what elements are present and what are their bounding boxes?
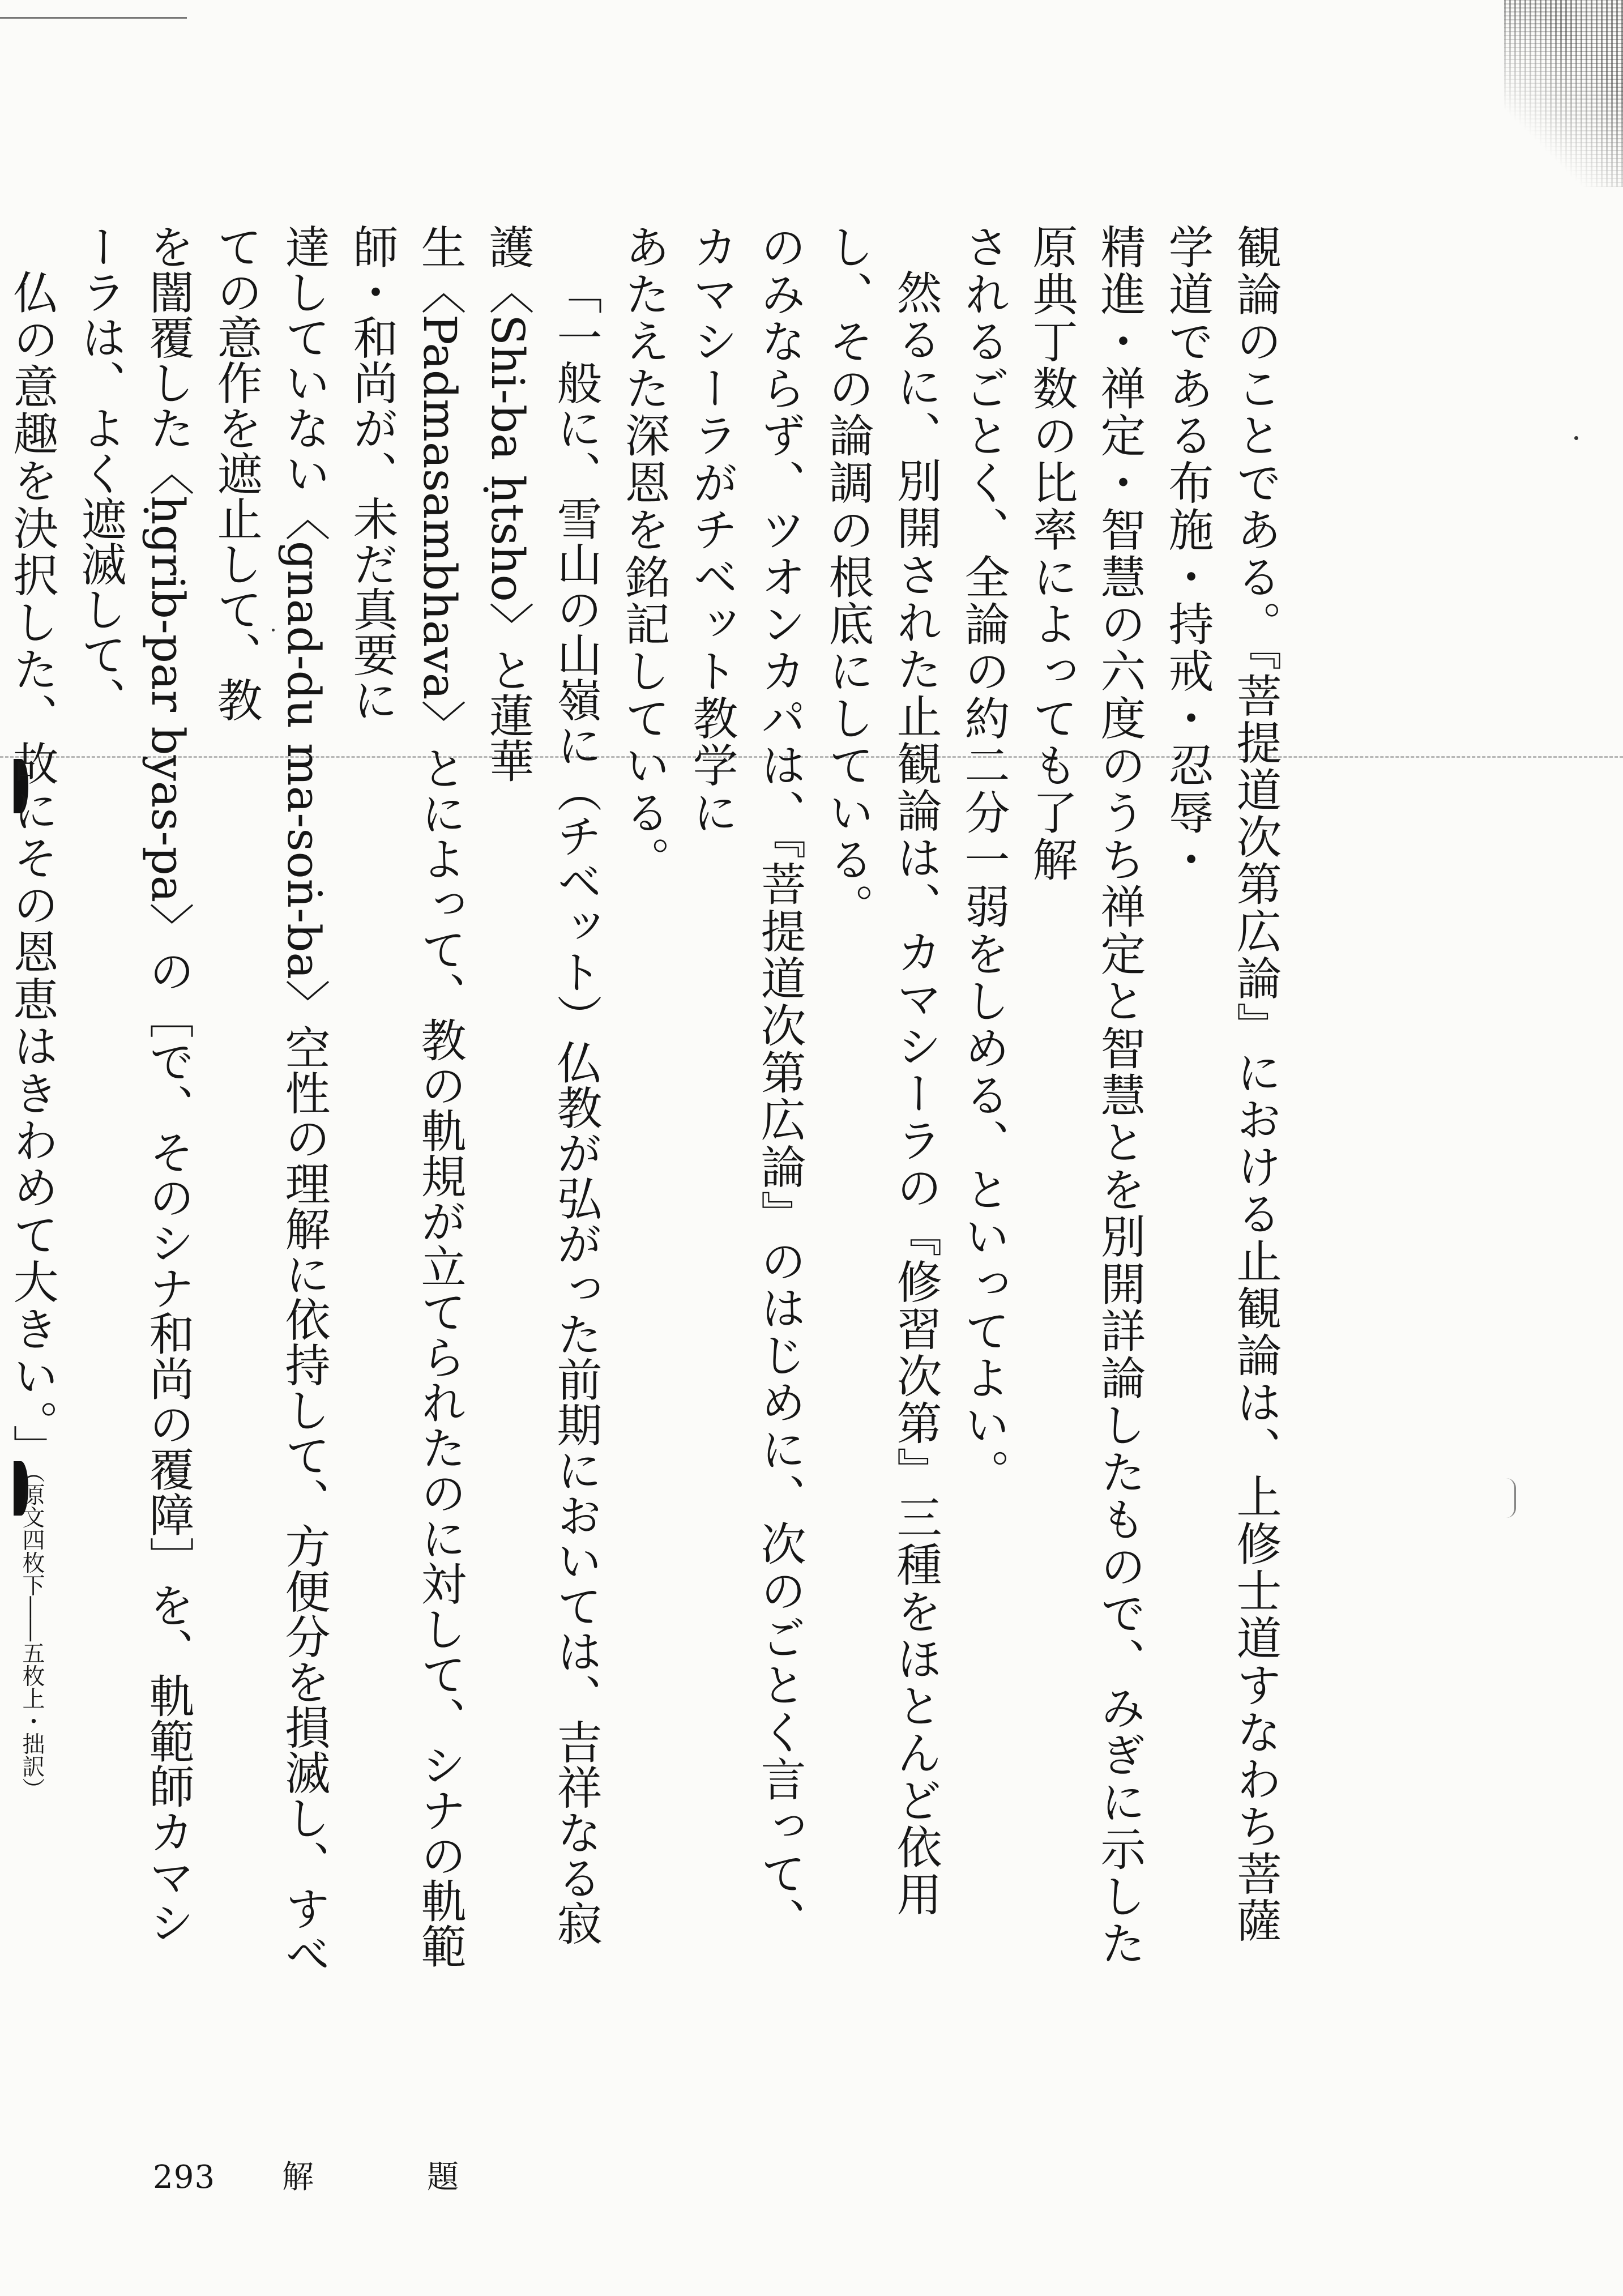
body-text <box>0 224 1289 1985</box>
quote-closing-text: 仏の意趣を決択した、故にその恩恵はきわめて大きい。」 <box>6 269 58 1472</box>
text-line: されるごとく、全論の約二分一弱をしめる、といってよい。 <box>957 224 1010 1496</box>
text-line: 然るに、別開された止観論は、カマシーラの『修習次第』三種をほとんど依用し、その論調の根底にしている。 <box>821 224 942 1918</box>
source-note: （原文四枚下――五枚上・拙訳） <box>19 1471 45 1800</box>
text-line: あたえた深恩を銘記している。 <box>617 224 670 884</box>
text-line: 観論のことである。『菩提道次第広論』における止観論は、上修士道すなわち菩薩学道である布施・持戒・忍辱・ <box>1161 224 1282 1945</box>
quote-line: を闇覆した〈ḥgrib-par byas-pa〉の［で、そのシナ和尚の覆障］を、軌範師カマシーラは、よく遮滅して、 <box>74 224 194 1945</box>
scan-speck <box>1574 436 1578 440</box>
page-number: 293 <box>153 2159 216 2196</box>
scan-edge-rule <box>0 17 187 19</box>
quote-line-last <box>0 224 66 1985</box>
scan-edge-mark <box>1506 1478 1516 1518</box>
running-head: 解題 <box>282 2159 573 2196</box>
quote-line: 達していない〈gnad-du ma-soṅ-ba〉空性の理解に依持して、方便分を損滅し、すべての意作を遮止して、教 <box>210 224 330 1977</box>
quote-line: 「一般に、雪山の山嶺に（チベット）仏教が弘がった前期においては、吉祥なる寂護〈Shi-ba ḥtsho〉と蓮華 <box>481 224 602 1945</box>
quote-line: 生〈Padmasambhava〉とによって、教の軌規が立てられたのに対して、シナの軌範師・和尚が、未だ真要に <box>345 224 466 1969</box>
page-footer <box>153 2155 572 2200</box>
scan-corner-noise <box>1504 0 1623 187</box>
text-line: 精進・禅定・智慧の六度のうち禅定と智慧とを別開詳論したもので、みぎに示した原典丁数の比率によっても了解 <box>1025 224 1146 1968</box>
text-line: のみならず、ツオンカパは、『菩提道次第広論』のはじめに、次のごとく言って、カマシーラがチベット教学に <box>685 224 806 1945</box>
